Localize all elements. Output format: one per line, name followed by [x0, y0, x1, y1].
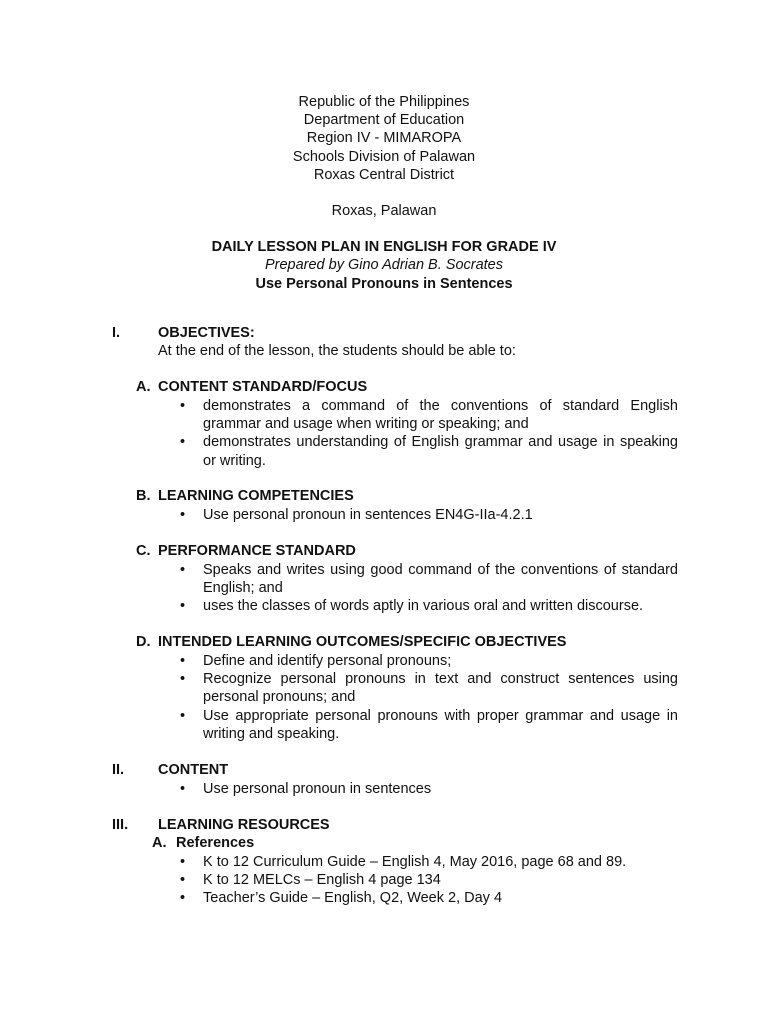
list-item: • Speaks and writes using good command of the conventions of standard English; and	[180, 562, 678, 597]
lesson-topic: Use Personal Pronouns in Sentences	[255, 275, 513, 292]
list-item: • demonstrates understanding of English grammar and usage in speaking or writing.	[180, 434, 678, 469]
bullet-icon: •	[180, 707, 186, 724]
section-title-objectives: OBJECTIVES:	[158, 325, 255, 341]
bullet-icon: •	[180, 671, 186, 688]
header-line-district: Roxas Central District	[313, 166, 455, 183]
subsection-letter: A.	[136, 379, 151, 395]
bullet-icon: •	[180, 854, 186, 870]
list-item: • demonstrates a command of the conventions of standard English grammar and usage when writing or speaking; and	[180, 398, 678, 433]
bullet-icon: •	[180, 398, 186, 414]
references-list	[158, 853, 678, 908]
section-numeral: I.	[112, 325, 121, 341]
section-title-content: CONTENT	[158, 762, 229, 778]
subsection-title-performance-standard: PERFORMANCE STANDARD	[158, 543, 356, 559]
header-place: Roxas, Palawan	[331, 203, 437, 220]
document-header	[0, 93, 768, 293]
subsection-letter: D.	[136, 634, 151, 650]
subsection-title-learning-outcomes: INTENDED LEARNING OUTCOMES/SPECIFIC OBJECTIVES	[158, 634, 567, 650]
list-item: • uses the classes of words aptly in various oral and written discourse.	[180, 598, 644, 615]
content-list	[158, 780, 678, 798]
section-numeral: II.	[112, 762, 125, 778]
bullet-icon: •	[180, 890, 186, 907]
bullet-icon: •	[180, 872, 186, 889]
bullet-icon: •	[180, 562, 186, 578]
subsection-title-learning-competencies: LEARNING COMPETENCIES	[158, 488, 354, 504]
performance-standard-list	[158, 561, 678, 616]
bullet-icon: •	[180, 781, 186, 797]
bullet-icon: •	[180, 598, 186, 615]
header-line-department: Department of Education	[303, 112, 465, 129]
subsection-letter: C.	[136, 543, 151, 559]
prepared-by: Prepared by Gino Adrian B. Socrates	[264, 257, 504, 274]
header-line-division: Schools Division of Palawan	[292, 148, 476, 165]
subsection-letter: B.	[136, 488, 151, 504]
list-item: • Use personal pronoun in sentences EN4G-IIa-4.2.1	[180, 507, 533, 523]
list-item: • K to 12 Curriculum Guide – English 4, May 2016, page 68 and 89.	[180, 854, 627, 870]
subsection-title-references: References	[176, 835, 255, 851]
subsection-letter: A.	[152, 835, 167, 851]
bullet-icon: •	[180, 434, 186, 451]
list-item: • K to 12 MELCs – English 4 page 134	[180, 872, 441, 889]
section-title-learning-resources: LEARNING RESOURCES	[158, 817, 330, 833]
list-item: • Recognize personal pronouns in text and construct sentences using personal pronouns; and	[180, 671, 678, 706]
objectives-intro: At the end of the lesson, the students should be able to:	[158, 343, 516, 359]
document-title: DAILY LESSON PLAN IN ENGLISH FOR GRADE IV	[211, 239, 557, 256]
list-item: • Teacher’s Guide – English, Q2, Week 2, Day 4	[180, 890, 503, 907]
bullet-icon: •	[180, 653, 186, 669]
section-numeral: III.	[112, 817, 129, 833]
header-line-republic: Republic of the Philippines	[298, 94, 470, 110]
learning-competencies-list	[158, 506, 678, 524]
list-item: • Define and identify personal pronouns;	[180, 653, 452, 669]
subsection-title-content-standard: CONTENT STANDARD/FOCUS	[158, 379, 368, 395]
list-item: • Use appropriate personal pronouns with proper grammar and usage in writing and speaking.	[180, 707, 678, 742]
list-item: • Use personal pronoun in sentences	[180, 781, 432, 797]
header-line-region: Region IV - MIMAROPA	[306, 130, 462, 147]
bullet-icon: •	[180, 507, 186, 523]
learning-outcomes-list	[158, 652, 678, 743]
content-standard-list	[158, 397, 678, 470]
